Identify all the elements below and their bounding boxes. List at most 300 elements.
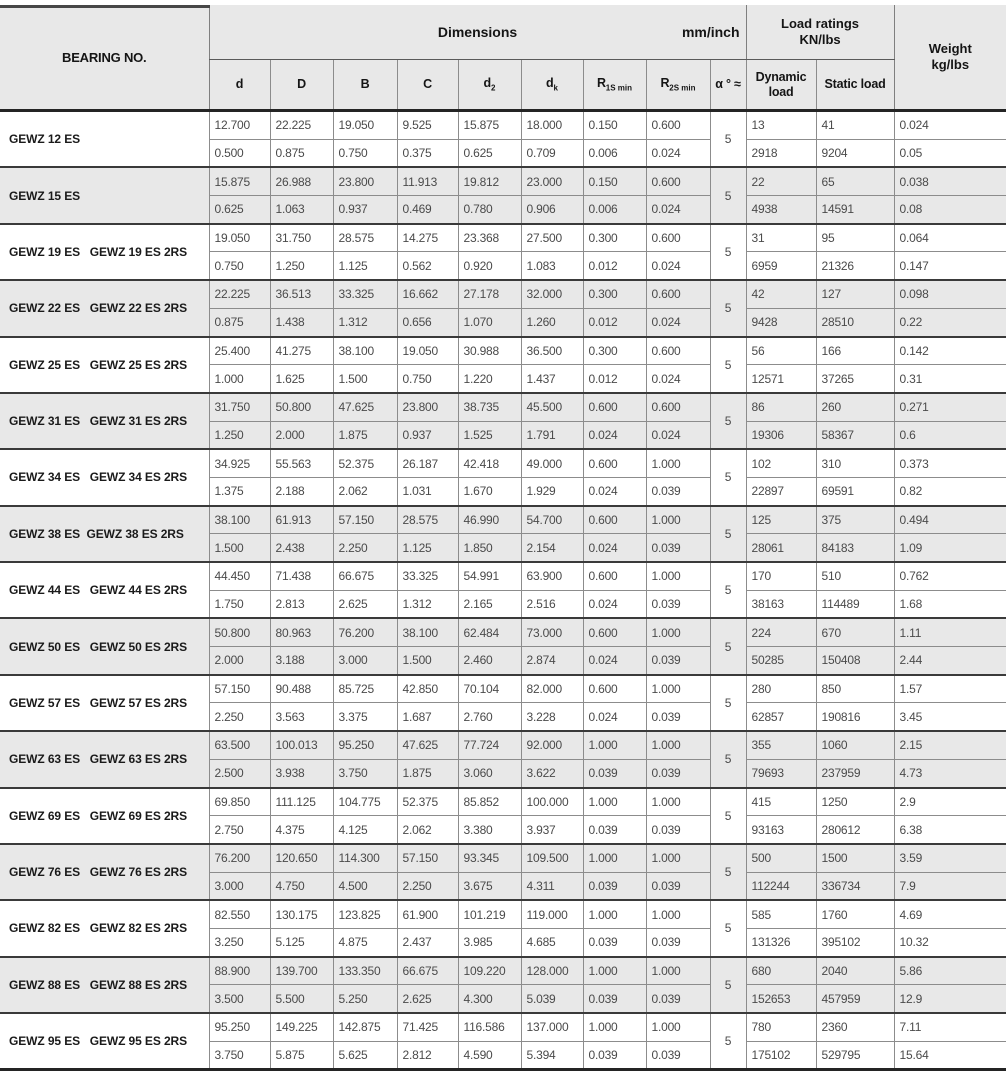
weight-lbs: 0.147 (894, 252, 1006, 280)
bearing-no-header: BEARING NO. (0, 5, 209, 111)
dynamic-load-lbs: 112244 (746, 872, 816, 900)
dimension-value-inch: 1.260 (521, 308, 583, 336)
weight-lbs: 0.6 (894, 421, 1006, 449)
weight-lbs: 0.22 (894, 308, 1006, 336)
dimension-value-inch: 0.012 (583, 365, 646, 393)
dimension-value-mm: 0.600 (646, 337, 710, 365)
dimension-value-mm: 54.991 (458, 562, 521, 590)
dimension-value-inch: 0.006 (583, 139, 646, 167)
dimension-value-mm: 1.000 (646, 731, 710, 759)
dimension-value-mm: 16.662 (397, 280, 458, 308)
weight-kg: 0.271 (894, 393, 1006, 421)
dimension-value-mm: 123.825 (333, 900, 397, 928)
bearing-spec-table (0, 5, 1006, 1071)
dimensions-header (209, 5, 746, 60)
dynamic-load-lbs: 28061 (746, 534, 816, 562)
dimension-value-inch: 1.125 (397, 534, 458, 562)
dimension-value-mm: 63.900 (521, 562, 583, 590)
dimension-value-mm: 31.750 (209, 393, 270, 421)
dimension-value-mm: 76.200 (209, 844, 270, 872)
bearing-name: GEWZ 12 ES (0, 111, 209, 168)
dimension-value-mm: 23.000 (521, 167, 583, 195)
static-load-mm: 1250 (816, 788, 894, 816)
dimension-value-mm: 33.325 (397, 562, 458, 590)
dimension-value-mm: 41.275 (270, 337, 333, 365)
dimension-value-inch: 3.622 (521, 759, 583, 787)
dynamic-load-mm: 125 (746, 506, 816, 534)
dimension-value-mm: 57.150 (397, 844, 458, 872)
dimension-value-inch: 5.875 (270, 1041, 333, 1070)
dimension-value-inch: 4.685 (521, 928, 583, 956)
dynamic-load-lbs: 2918 (746, 139, 816, 167)
dimension-value-inch: 0.039 (583, 872, 646, 900)
weight-lbs: 15.64 (894, 1041, 1006, 1070)
bearing-row-pair (0, 280, 1006, 336)
dimension-value-inch: 1.312 (397, 590, 458, 618)
weight-kg: 0.762 (894, 562, 1006, 590)
dimension-value-mm: 149.225 (270, 1013, 333, 1041)
bearing-name: GEWZ 34 ES GEWZ 34 ES 2RS (0, 449, 209, 505)
dimension-value-inch: 1.438 (270, 308, 333, 336)
dimension-value-inch: 2.760 (458, 703, 521, 731)
dimension-value-inch: 1.250 (209, 421, 270, 449)
dimension-value-inch: 4.875 (333, 928, 397, 956)
dimension-value-mm: 15.875 (458, 111, 521, 140)
dimension-value-inch: 1.875 (397, 759, 458, 787)
dimension-value-inch: 2.154 (521, 534, 583, 562)
dimension-value-inch: 1.312 (333, 308, 397, 336)
dimension-value-mm: 34.925 (209, 449, 270, 477)
col-header-dk: $d_k$ (521, 60, 583, 111)
dynamic-load-lbs: 93163 (746, 816, 816, 844)
dimension-value-inch: 0.039 (646, 1041, 710, 1070)
dimension-value-inch: 3.675 (458, 872, 521, 900)
dimension-value-inch: 0.024 (646, 196, 710, 224)
dimension-value-mm: 95.250 (333, 731, 397, 759)
dimension-value-mm: 1.000 (583, 788, 646, 816)
static-load-mm: 1500 (816, 844, 894, 872)
dimension-value-mm: 82.000 (521, 675, 583, 703)
dimension-value-inch: 3.250 (209, 928, 270, 956)
dimension-value-inch: 0.024 (583, 647, 646, 675)
dynamic-load-lbs: 38163 (746, 590, 816, 618)
dimension-value-mm: 25.400 (209, 337, 270, 365)
static-load-lbs: 58367 (816, 421, 894, 449)
static-load-lbs: 529795 (816, 1041, 894, 1070)
dimension-value-mm: 0.150 (583, 167, 646, 195)
dimension-value-mm: 14.275 (397, 224, 458, 252)
dimension-value-inch: 1.220 (458, 365, 521, 393)
dimension-value-mm: 133.350 (333, 957, 397, 985)
dimension-value-mm: 1.000 (646, 957, 710, 985)
dimension-value-inch: 3.937 (521, 816, 583, 844)
dimension-value-inch: 0.039 (583, 928, 646, 956)
dimension-value-mm: 54.700 (521, 506, 583, 534)
dimension-value-mm: 19.050 (397, 337, 458, 365)
bearing-name: GEWZ 76 ES GEWZ 76 ES 2RS (0, 844, 209, 900)
bearing-name: GEWZ 63 ES GEWZ 63 ES 2RS (0, 731, 209, 787)
static-load-lbs: 150408 (816, 647, 894, 675)
dimension-value-mm: 80.963 (270, 618, 333, 646)
dimension-value-mm: 0.600 (583, 675, 646, 703)
dimension-value-mm: 19.050 (333, 111, 397, 140)
dimension-value-mm: 0.600 (646, 224, 710, 252)
dynamic-load-mm: 31 (746, 224, 816, 252)
dynamic-load-lbs: 79693 (746, 759, 816, 787)
col-header-C: C (397, 60, 458, 111)
dimension-value-mm: 1.000 (583, 1013, 646, 1041)
alpha-value: 5 (710, 618, 746, 674)
dimension-value-inch: 0.039 (646, 759, 710, 787)
dimension-value-mm: 0.600 (583, 506, 646, 534)
dimension-value-mm: 0.300 (583, 224, 646, 252)
weight-kg: 0.142 (894, 337, 1006, 365)
bearing-name: GEWZ 22 ES GEWZ 22 ES 2RS (0, 280, 209, 336)
dimension-value-inch: 0.750 (397, 365, 458, 393)
dimension-value-mm: 0.300 (583, 280, 646, 308)
dimension-value-inch: 0.920 (458, 252, 521, 280)
dynamic-load-mm: 585 (746, 900, 816, 928)
static-load-mm: 2040 (816, 957, 894, 985)
bearing-name: GEWZ 44 ES GEWZ 44 ES 2RS (0, 562, 209, 618)
weight-lbs: 0.31 (894, 365, 1006, 393)
static-load-lbs: 14591 (816, 196, 894, 224)
col-header-alpha: α ° ≈ (710, 60, 746, 111)
dimension-value-mm: 9.525 (397, 111, 458, 140)
dimension-value-mm: 47.625 (333, 393, 397, 421)
dimension-value-mm: 57.150 (209, 675, 270, 703)
bearing-name: GEWZ 38 ES GEWZ 38 ES 2RS (0, 506, 209, 562)
weight-lbs: 6.38 (894, 816, 1006, 844)
dimensions-label: Dimensions (437, 24, 518, 40)
alpha-value: 5 (710, 900, 746, 956)
dimension-value-mm: 1.000 (646, 675, 710, 703)
static-load-lbs: 395102 (816, 928, 894, 956)
dimension-value-mm: 116.586 (458, 1013, 521, 1041)
dynamic-load-mm: 280 (746, 675, 816, 703)
dimension-value-inch: 1.063 (270, 196, 333, 224)
static-load-mm: 1760 (816, 900, 894, 928)
alpha-value: 5 (710, 675, 746, 731)
col-header-B: B (333, 60, 397, 111)
dynamic-load-lbs: 22897 (746, 477, 816, 505)
dimension-value-mm: 42.418 (458, 449, 521, 477)
dimension-value-inch: 0.024 (646, 421, 710, 449)
dynamic-load-mm: 102 (746, 449, 816, 477)
static-load-mm: 375 (816, 506, 894, 534)
weight-kg: 5.86 (894, 957, 1006, 985)
dynamic-load-mm: 780 (746, 1013, 816, 1041)
dimension-value-inch: 2.062 (397, 816, 458, 844)
static-load-lbs: 69591 (816, 477, 894, 505)
static-load-mm: 310 (816, 449, 894, 477)
dimension-value-inch: 0.937 (397, 421, 458, 449)
dimension-value-inch: 1.687 (397, 703, 458, 731)
dimension-value-inch: 3.563 (270, 703, 333, 731)
dimension-value-mm: 90.488 (270, 675, 333, 703)
alpha-value: 5 (710, 506, 746, 562)
dimension-value-mm: 1.000 (646, 449, 710, 477)
alpha-value: 5 (710, 393, 746, 449)
dimension-value-inch: 3.375 (333, 703, 397, 731)
dimension-value-mm: 47.625 (397, 731, 458, 759)
dimension-value-mm: 130.175 (270, 900, 333, 928)
col-header-r2s-min: $R_{2S min}$ (646, 60, 710, 111)
dimension-value-inch: 1.625 (270, 365, 333, 393)
dimension-value-inch: 3.000 (209, 872, 270, 900)
dimension-value-mm: 19.812 (458, 167, 521, 195)
dynamic-load-lbs: 4938 (746, 196, 816, 224)
load-ratings-header (746, 5, 894, 60)
col-header-r1s-min: $R_{1S min}$ (583, 60, 646, 111)
dimension-value-inch: 0.006 (583, 196, 646, 224)
alpha-value: 5 (710, 167, 746, 223)
static-load-lbs: 84183 (816, 534, 894, 562)
alpha-value: 5 (710, 844, 746, 900)
dimension-value-mm: 111.125 (270, 788, 333, 816)
dimension-value-inch: 0.656 (397, 308, 458, 336)
weight-lbs: 3.45 (894, 703, 1006, 731)
dimension-value-inch: 1.125 (333, 252, 397, 280)
static-load-mm: 127 (816, 280, 894, 308)
dimension-value-inch: 3.228 (521, 703, 583, 731)
dimension-value-mm: 1.000 (583, 900, 646, 928)
bearing-row-pair (0, 111, 1006, 168)
dynamic-load-mm: 22 (746, 167, 816, 195)
dimension-value-mm: 0.150 (583, 111, 646, 140)
dimension-value-mm: 61.900 (397, 900, 458, 928)
dimension-value-inch: 2.438 (270, 534, 333, 562)
dimension-value-inch: 0.012 (583, 308, 646, 336)
dimension-value-inch: 0.039 (646, 534, 710, 562)
static-load-mm: 670 (816, 618, 894, 646)
alpha-value: 5 (710, 1013, 746, 1070)
dimension-value-inch: 2.437 (397, 928, 458, 956)
dimension-value-inch: 3.500 (209, 985, 270, 1013)
dimension-value-inch: 1.500 (209, 534, 270, 562)
col-header-dynamic-load: Dynamic load (746, 60, 816, 111)
col-header-d: d (209, 60, 270, 111)
dimension-value-inch: 1.929 (521, 477, 583, 505)
dimension-value-mm: 42.850 (397, 675, 458, 703)
dimension-value-inch: 0.039 (583, 816, 646, 844)
dimension-value-inch: 4.500 (333, 872, 397, 900)
load-ratings-units: KN/lbs (799, 32, 841, 47)
dimension-value-mm: 38.100 (397, 618, 458, 646)
dimension-value-inch: 1.850 (458, 534, 521, 562)
dimension-value-mm: 23.800 (333, 167, 397, 195)
dimension-value-inch: 3.750 (333, 759, 397, 787)
dimension-value-inch: 0.039 (646, 590, 710, 618)
dimension-value-mm: 139.700 (270, 957, 333, 985)
dimension-value-inch: 3.188 (270, 647, 333, 675)
dimension-value-inch: 2.813 (270, 590, 333, 618)
dimension-value-mm: 0.600 (646, 393, 710, 421)
dimension-value-inch: 0.875 (270, 139, 333, 167)
dimension-value-mm: 30.988 (458, 337, 521, 365)
dynamic-load-lbs: 9428 (746, 308, 816, 336)
dimension-value-mm: 44.450 (209, 562, 270, 590)
dimension-value-mm: 11.913 (397, 167, 458, 195)
dimension-value-inch: 5.250 (333, 985, 397, 1013)
weight-kg: 0.064 (894, 224, 1006, 252)
dimension-value-mm: 1.000 (646, 618, 710, 646)
col-header-D: D (270, 60, 333, 111)
dynamic-load-mm: 500 (746, 844, 816, 872)
table-header (0, 5, 1006, 111)
dynamic-load-mm: 355 (746, 731, 816, 759)
dimension-value-inch: 0.024 (583, 421, 646, 449)
bearing-row-pair (0, 618, 1006, 674)
weight-kg: 3.59 (894, 844, 1006, 872)
static-load-mm: 260 (816, 393, 894, 421)
dimension-value-inch: 1.791 (521, 421, 583, 449)
bearing-name: GEWZ 57 ES GEWZ 57 ES 2RS (0, 675, 209, 731)
dimension-value-mm: 1.000 (646, 1013, 710, 1041)
weight-kg: 1.11 (894, 618, 1006, 646)
dynamic-load-mm: 86 (746, 393, 816, 421)
dimension-value-inch: 2.250 (397, 872, 458, 900)
dimension-value-mm: 32.000 (521, 280, 583, 308)
dimension-value-mm: 0.600 (583, 618, 646, 646)
dimension-value-mm: 22.225 (209, 280, 270, 308)
dimension-value-inch: 0.024 (583, 477, 646, 505)
dimension-value-inch: 2.000 (270, 421, 333, 449)
dimension-value-inch: 0.039 (646, 872, 710, 900)
dimension-value-inch: 3.750 (209, 1041, 270, 1070)
dimension-value-inch: 0.039 (583, 759, 646, 787)
dimension-value-inch: 0.625 (458, 139, 521, 167)
dimension-value-mm: 0.600 (583, 562, 646, 590)
dimension-value-inch: 3.380 (458, 816, 521, 844)
static-load-lbs: 28510 (816, 308, 894, 336)
dimension-value-inch: 5.625 (333, 1041, 397, 1070)
bearing-name: GEWZ 95 ES GEWZ 95 ES 2RS (0, 1013, 209, 1070)
dimension-value-inch: 2.000 (209, 647, 270, 675)
alpha-value: 5 (710, 337, 746, 393)
dimension-value-inch: 4.311 (521, 872, 583, 900)
dimension-value-inch: 1.750 (209, 590, 270, 618)
dimension-value-mm: 0.600 (646, 280, 710, 308)
dimension-value-mm: 71.425 (397, 1013, 458, 1041)
dimension-value-mm: 1.000 (646, 788, 710, 816)
dimension-value-inch: 0.375 (397, 139, 458, 167)
dimension-value-inch: 2.250 (333, 534, 397, 562)
bearing-name: GEWZ 15 ES (0, 167, 209, 223)
dimension-value-inch: 4.125 (333, 816, 397, 844)
alpha-value: 5 (710, 224, 746, 280)
dimension-value-mm: 1.000 (646, 506, 710, 534)
dynamic-load-mm: 680 (746, 957, 816, 985)
dimension-value-inch: 0.625 (209, 196, 270, 224)
dimension-value-inch: 2.188 (270, 477, 333, 505)
bearing-row-pair (0, 844, 1006, 900)
static-load-mm: 1060 (816, 731, 894, 759)
dimension-value-mm: 12.700 (209, 111, 270, 140)
dimension-value-inch: 3.938 (270, 759, 333, 787)
static-load-mm: 41 (816, 111, 894, 140)
dimension-value-mm: 49.000 (521, 449, 583, 477)
dimension-value-inch: 1.437 (521, 365, 583, 393)
bearing-row-pair (0, 675, 1006, 731)
weight-lbs: 4.73 (894, 759, 1006, 787)
static-load-lbs: 280612 (816, 816, 894, 844)
dimension-value-mm: 26.187 (397, 449, 458, 477)
bearing-row-pair (0, 224, 1006, 280)
dimension-value-mm: 0.600 (646, 167, 710, 195)
dimension-value-inch: 4.590 (458, 1041, 521, 1070)
bearing-row-pair (0, 788, 1006, 844)
dimension-value-inch: 3.060 (458, 759, 521, 787)
bearing-row-pair (0, 957, 1006, 1013)
bearing-row-pair (0, 562, 1006, 618)
dimension-value-mm: 1.000 (583, 731, 646, 759)
dimension-value-inch: 0.024 (583, 590, 646, 618)
static-load-mm: 850 (816, 675, 894, 703)
dimension-value-mm: 109.220 (458, 957, 521, 985)
dimension-value-mm: 0.600 (583, 449, 646, 477)
static-load-mm: 2360 (816, 1013, 894, 1041)
dimension-value-mm: 26.988 (270, 167, 333, 195)
dimension-value-inch: 0.024 (646, 139, 710, 167)
dimension-value-mm: 77.724 (458, 731, 521, 759)
dimension-value-inch: 2.165 (458, 590, 521, 618)
dimension-value-mm: 1.000 (646, 844, 710, 872)
dimension-value-inch: 0.039 (646, 647, 710, 675)
dimension-value-inch: 2.874 (521, 647, 583, 675)
weight-lbs: 12.9 (894, 985, 1006, 1013)
dimension-value-mm: 104.775 (333, 788, 397, 816)
dimension-value-mm: 1.000 (583, 957, 646, 985)
alpha-value: 5 (710, 280, 746, 336)
dimension-value-inch: 0.750 (333, 139, 397, 167)
bearing-row-pair (0, 731, 1006, 787)
weight-kg: 2.9 (894, 788, 1006, 816)
dimension-value-mm: 0.300 (583, 337, 646, 365)
bearing-name: GEWZ 88 ES GEWZ 88 ES 2RS (0, 957, 209, 1013)
static-load-lbs: 37265 (816, 365, 894, 393)
units-label: mm/inch (681, 24, 740, 40)
dimension-value-mm: 55.563 (270, 449, 333, 477)
dimension-value-mm: 52.375 (333, 449, 397, 477)
dimension-value-mm: 120.650 (270, 844, 333, 872)
dynamic-load-lbs: 6959 (746, 252, 816, 280)
dimension-value-inch: 0.024 (646, 308, 710, 336)
dimension-value-inch: 0.562 (397, 252, 458, 280)
dimension-value-mm: 71.438 (270, 562, 333, 590)
bearing-name: GEWZ 69 ES GEWZ 69 ES 2RS (0, 788, 209, 844)
dimension-value-mm: 38.100 (209, 506, 270, 534)
dimension-value-inch: 0.500 (209, 139, 270, 167)
dimension-value-mm: 1.000 (646, 562, 710, 590)
dimension-value-mm: 52.375 (397, 788, 458, 816)
dimension-value-mm: 93.345 (458, 844, 521, 872)
dimension-value-inch: 2.062 (333, 477, 397, 505)
alpha-value: 5 (710, 788, 746, 844)
dimension-value-mm: 128.000 (521, 957, 583, 985)
load-ratings-label: Load ratings (781, 15, 860, 31)
weight-lbs: 1.68 (894, 590, 1006, 618)
dimension-value-inch: 1.070 (458, 308, 521, 336)
dimension-value-mm: 95.250 (209, 1013, 270, 1041)
dimension-value-inch: 5.394 (521, 1041, 583, 1070)
dimension-value-mm: 27.500 (521, 224, 583, 252)
dimension-value-inch: 0.024 (646, 365, 710, 393)
weight-lbs: 0.08 (894, 196, 1006, 224)
dimension-value-mm: 15.875 (209, 167, 270, 195)
dynamic-load-mm: 415 (746, 788, 816, 816)
bearing-name: GEWZ 19 ES GEWZ 19 ES 2RS (0, 224, 209, 280)
